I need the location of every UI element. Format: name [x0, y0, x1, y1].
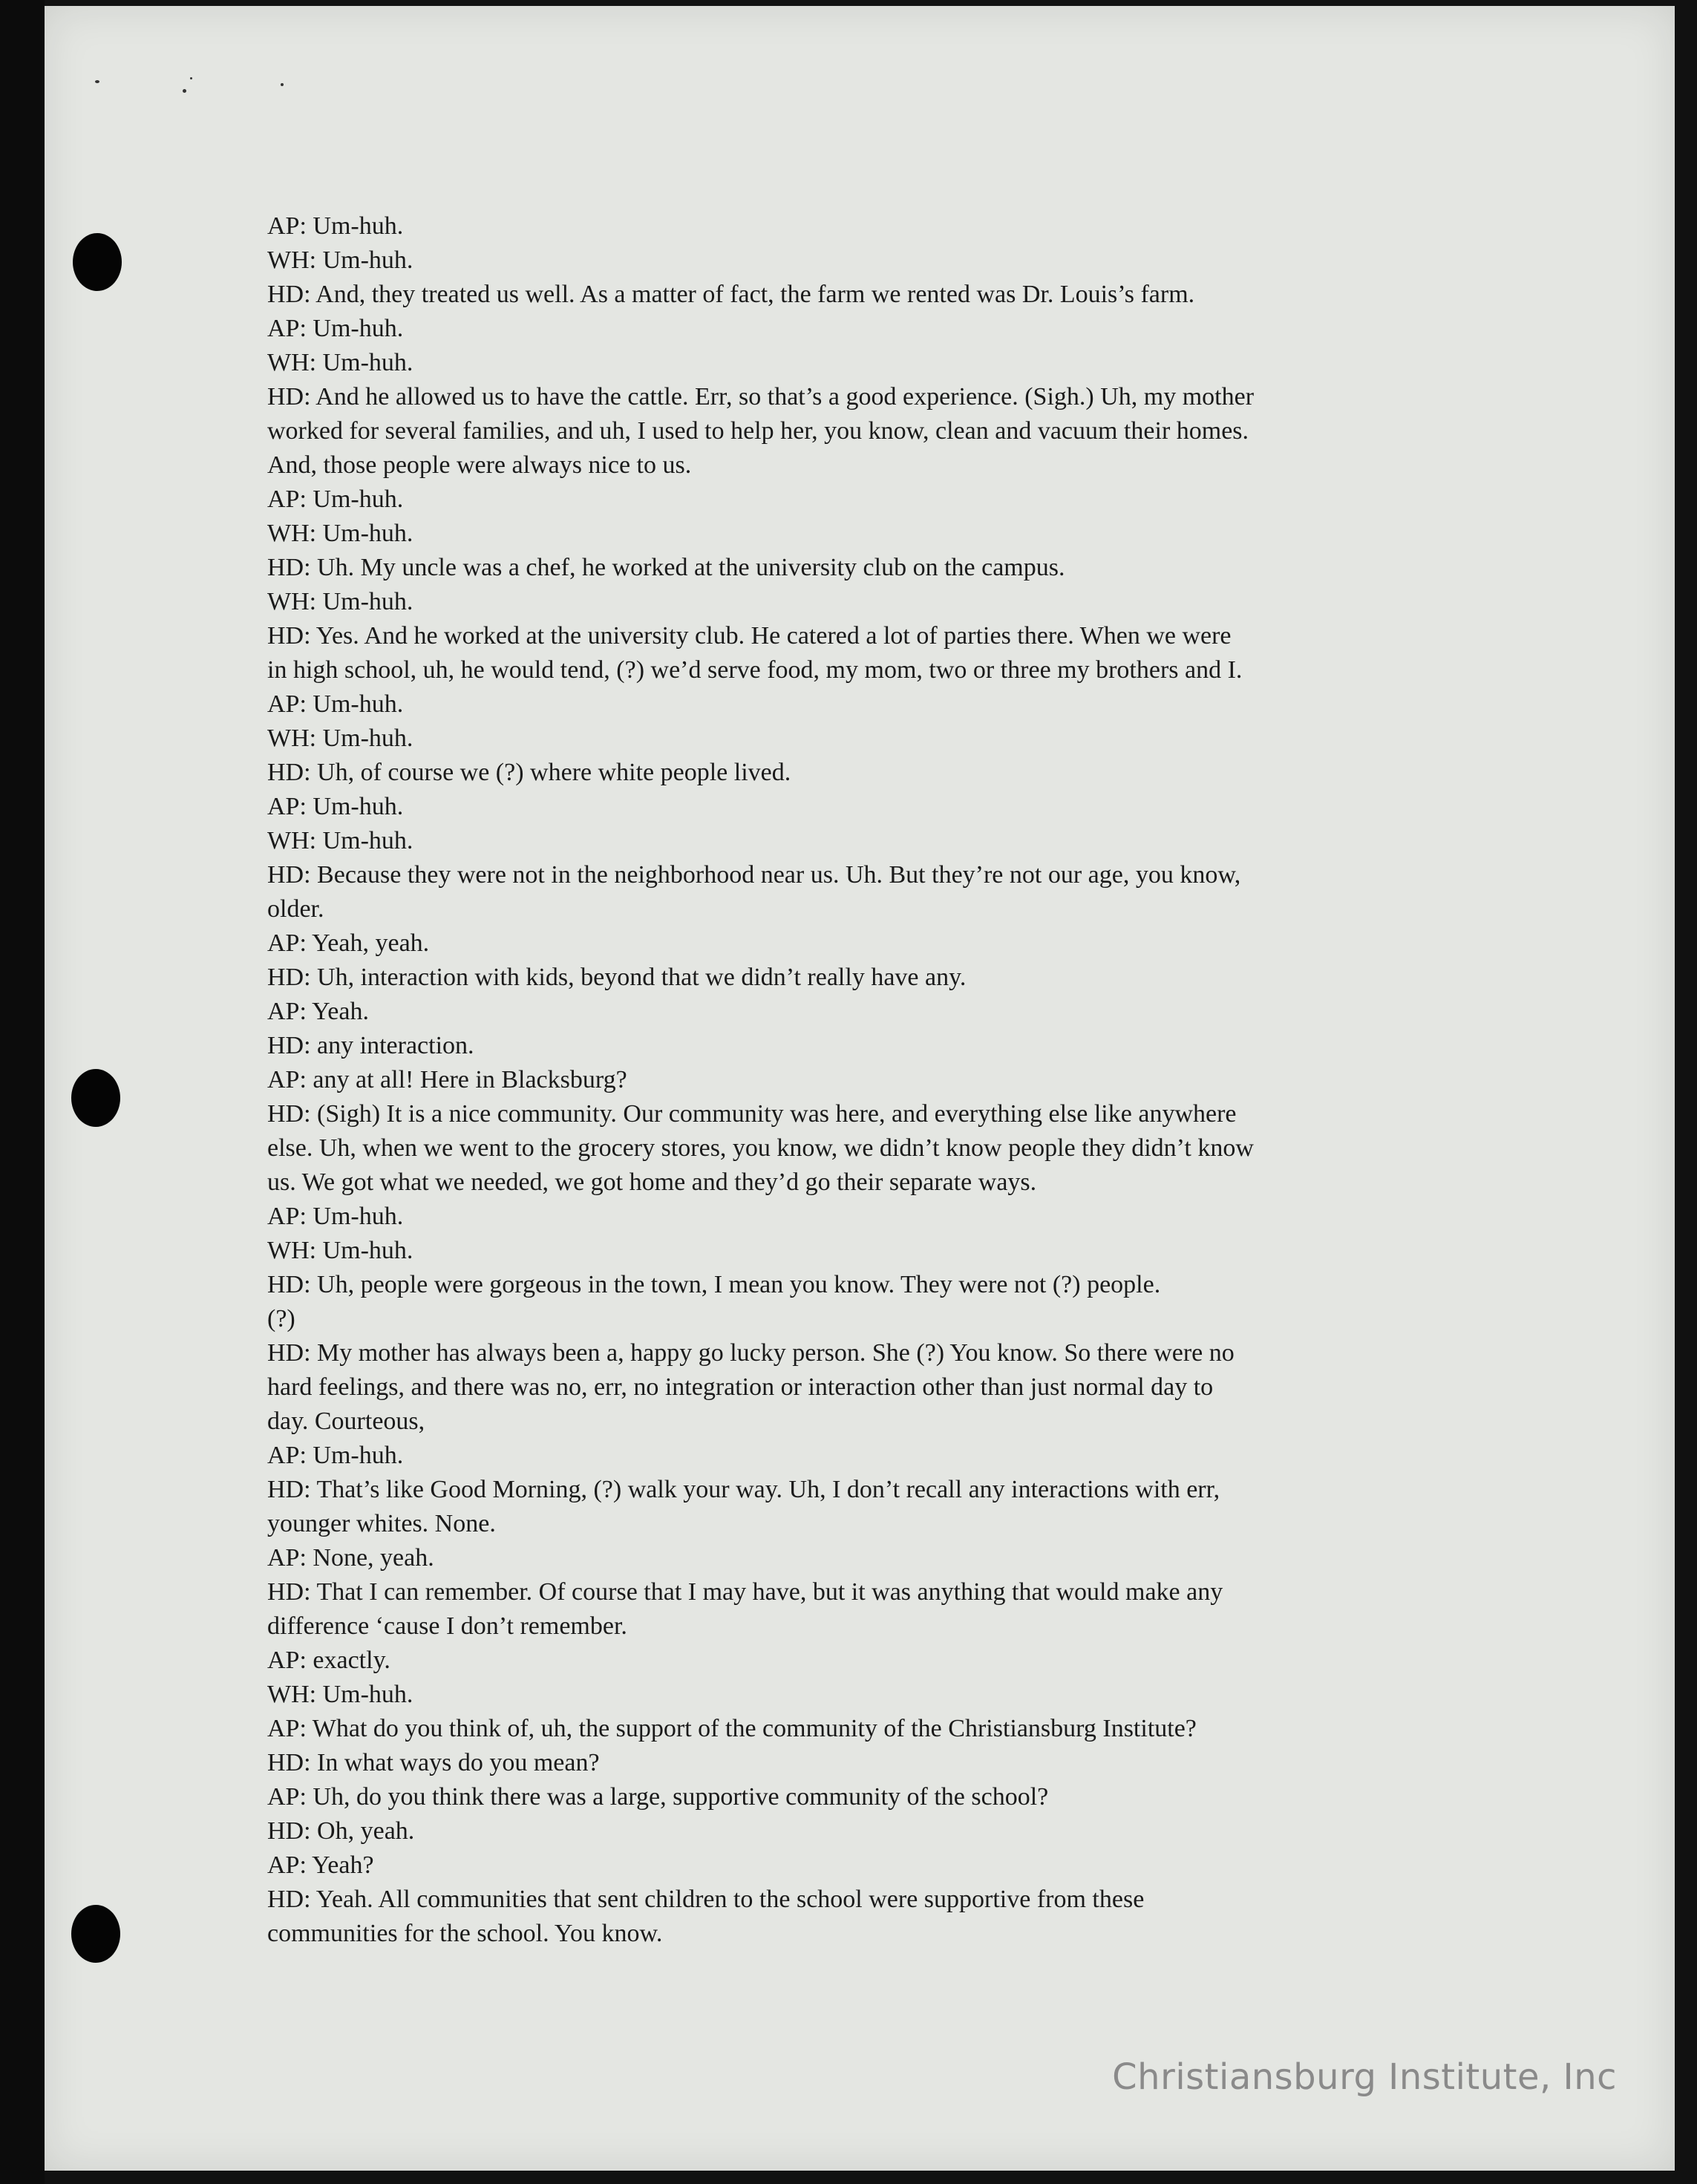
transcript-line: HD: My mother has always been a, happy go lucky person. She (?) You know. So there were no: [267, 1339, 1235, 1367]
transcript-line: AP: Yeah?: [267, 1851, 374, 1879]
transcript-line: HD: Uh, people were gorgeous in the town, I mean you know. They were not (?) people.: [267, 1271, 1161, 1298]
transcript-line: HD: That I can remember. Of course that I may have, but it was anything that would make any: [267, 1578, 1223, 1606]
transcript-line: AP: Um-huh.: [267, 690, 404, 718]
transcript-line: WH: Um-huh.: [267, 1681, 413, 1708]
speck: [190, 77, 192, 79]
transcript-line: And, those people were always nice to us.: [267, 451, 692, 479]
transcript-line: WH: Um-huh.: [267, 520, 413, 547]
transcript-line: us. We got what we needed, we got home and they’d go their separate ways.: [267, 1168, 1037, 1196]
transcript-line: AP: Um-huh.: [267, 793, 404, 820]
transcript-line: HD: Yeah. All communities that sent children to the school were supportive from these: [267, 1886, 1145, 1913]
transcript-line: WH: Um-huh.: [267, 725, 413, 752]
punch-hole-middle: [71, 1069, 120, 1127]
transcript-line: day. Courteous,: [267, 1407, 425, 1435]
speck: [183, 89, 186, 93]
watermark: Christiansburg Institute, Inc: [1112, 2056, 1617, 2098]
transcript-line: else. Uh, when we went to the grocery stores, you know, we didn’t know people they didn’t know: [267, 1134, 1254, 1162]
interview-transcript: [267, 209, 1470, 1951]
transcript-line: AP: Um-huh.: [267, 1203, 404, 1230]
scan-edge: [0, 0, 45, 2184]
transcript-line: AP: Um-huh.: [267, 485, 404, 513]
speck: [281, 83, 284, 86]
transcript-line: HD: That’s like Good Morning, (?) walk your way. Uh, I don’t recall any interactions with err,: [267, 1476, 1220, 1503]
transcript-line: AP: exactly.: [267, 1647, 390, 1674]
transcript-line: older.: [267, 895, 324, 923]
transcript-line: WH: Um-huh.: [267, 1237, 413, 1264]
transcript-line: AP: None, yeah.: [267, 1544, 434, 1572]
transcript-line: WH: Um-huh.: [267, 827, 413, 854]
transcript-line: hard feelings, and there was no, err, no integration or interaction other than just normal day to: [267, 1373, 1214, 1401]
transcript-line: HD: In what ways do you mean?: [267, 1749, 600, 1776]
transcript-line: (?): [267, 1305, 295, 1333]
transcript-line: AP: Um-huh.: [267, 315, 404, 342]
transcript-line: AP: Yeah, yeah.: [267, 929, 430, 957]
transcript-line: WH: Um-huh.: [267, 246, 413, 274]
transcript-line: younger whites. None.: [267, 1510, 496, 1537]
transcript-line: difference ‘cause I don’t remember.: [267, 1612, 627, 1640]
speck: [95, 80, 99, 83]
transcript-line: WH: Um-huh.: [267, 349, 413, 376]
transcript-line: HD: Uh, interaction with kids, beyond that we didn’t really have any.: [267, 964, 967, 991]
transcript-line: AP: Um-huh.: [267, 1442, 404, 1469]
transcript-line: HD: Oh, yeah.: [267, 1817, 415, 1845]
punch-hole-top: [73, 233, 122, 291]
transcript-line: AP: What do you think of, uh, the support of the community of the Christiansburg Institute?: [267, 1715, 1197, 1742]
transcript-line: HD: Uh, of course we (?) where white people lived.: [267, 759, 791, 786]
transcript-line: in high school, uh, he would tend, (?) we’d serve food, my mom, two or three my brothers and I.: [267, 656, 1243, 684]
transcript-line: HD: And, they treated us well. As a matter of fact, the farm we rented was Dr. Louis’s farm.: [267, 281, 1195, 308]
transcript-line: HD: Uh. My uncle was a chef, he worked at the university club on the campus.: [267, 554, 1065, 581]
transcript-line: HD: (Sigh) It is a nice community. Our community was here, and everything else like anywhere: [267, 1100, 1237, 1128]
transcript-line: HD: any interaction.: [267, 1032, 474, 1059]
transcript-line: communities for the school. You know.: [267, 1920, 663, 1947]
transcript-line: AP: Uh, do you think there was a large, supportive community of the school?: [267, 1783, 1049, 1811]
transcript-line: HD: Yes. And he worked at the university club. He catered a lot of parties there. When we were: [267, 622, 1232, 650]
punch-hole-bottom: [71, 1905, 120, 1963]
transcript-line: HD: Because they were not in the neighborhood near us. Uh. But they’re not our age, you know,: [267, 861, 1241, 889]
transcript-line: AP: Um-huh.: [267, 212, 404, 240]
transcript-line: worked for several families, and uh, I used to help her, you know, clean and vacuum their homes.: [267, 417, 1249, 445]
transcript-line: AP: Yeah.: [267, 998, 369, 1025]
transcript-line: HD: And he allowed us to have the cattle. Err, so that’s a good experience. (Sigh.) Uh, my mother: [267, 383, 1255, 411]
transcript-line: AP: any at all! Here in Blacksburg?: [267, 1066, 627, 1093]
transcript-line: WH: Um-huh.: [267, 588, 413, 615]
